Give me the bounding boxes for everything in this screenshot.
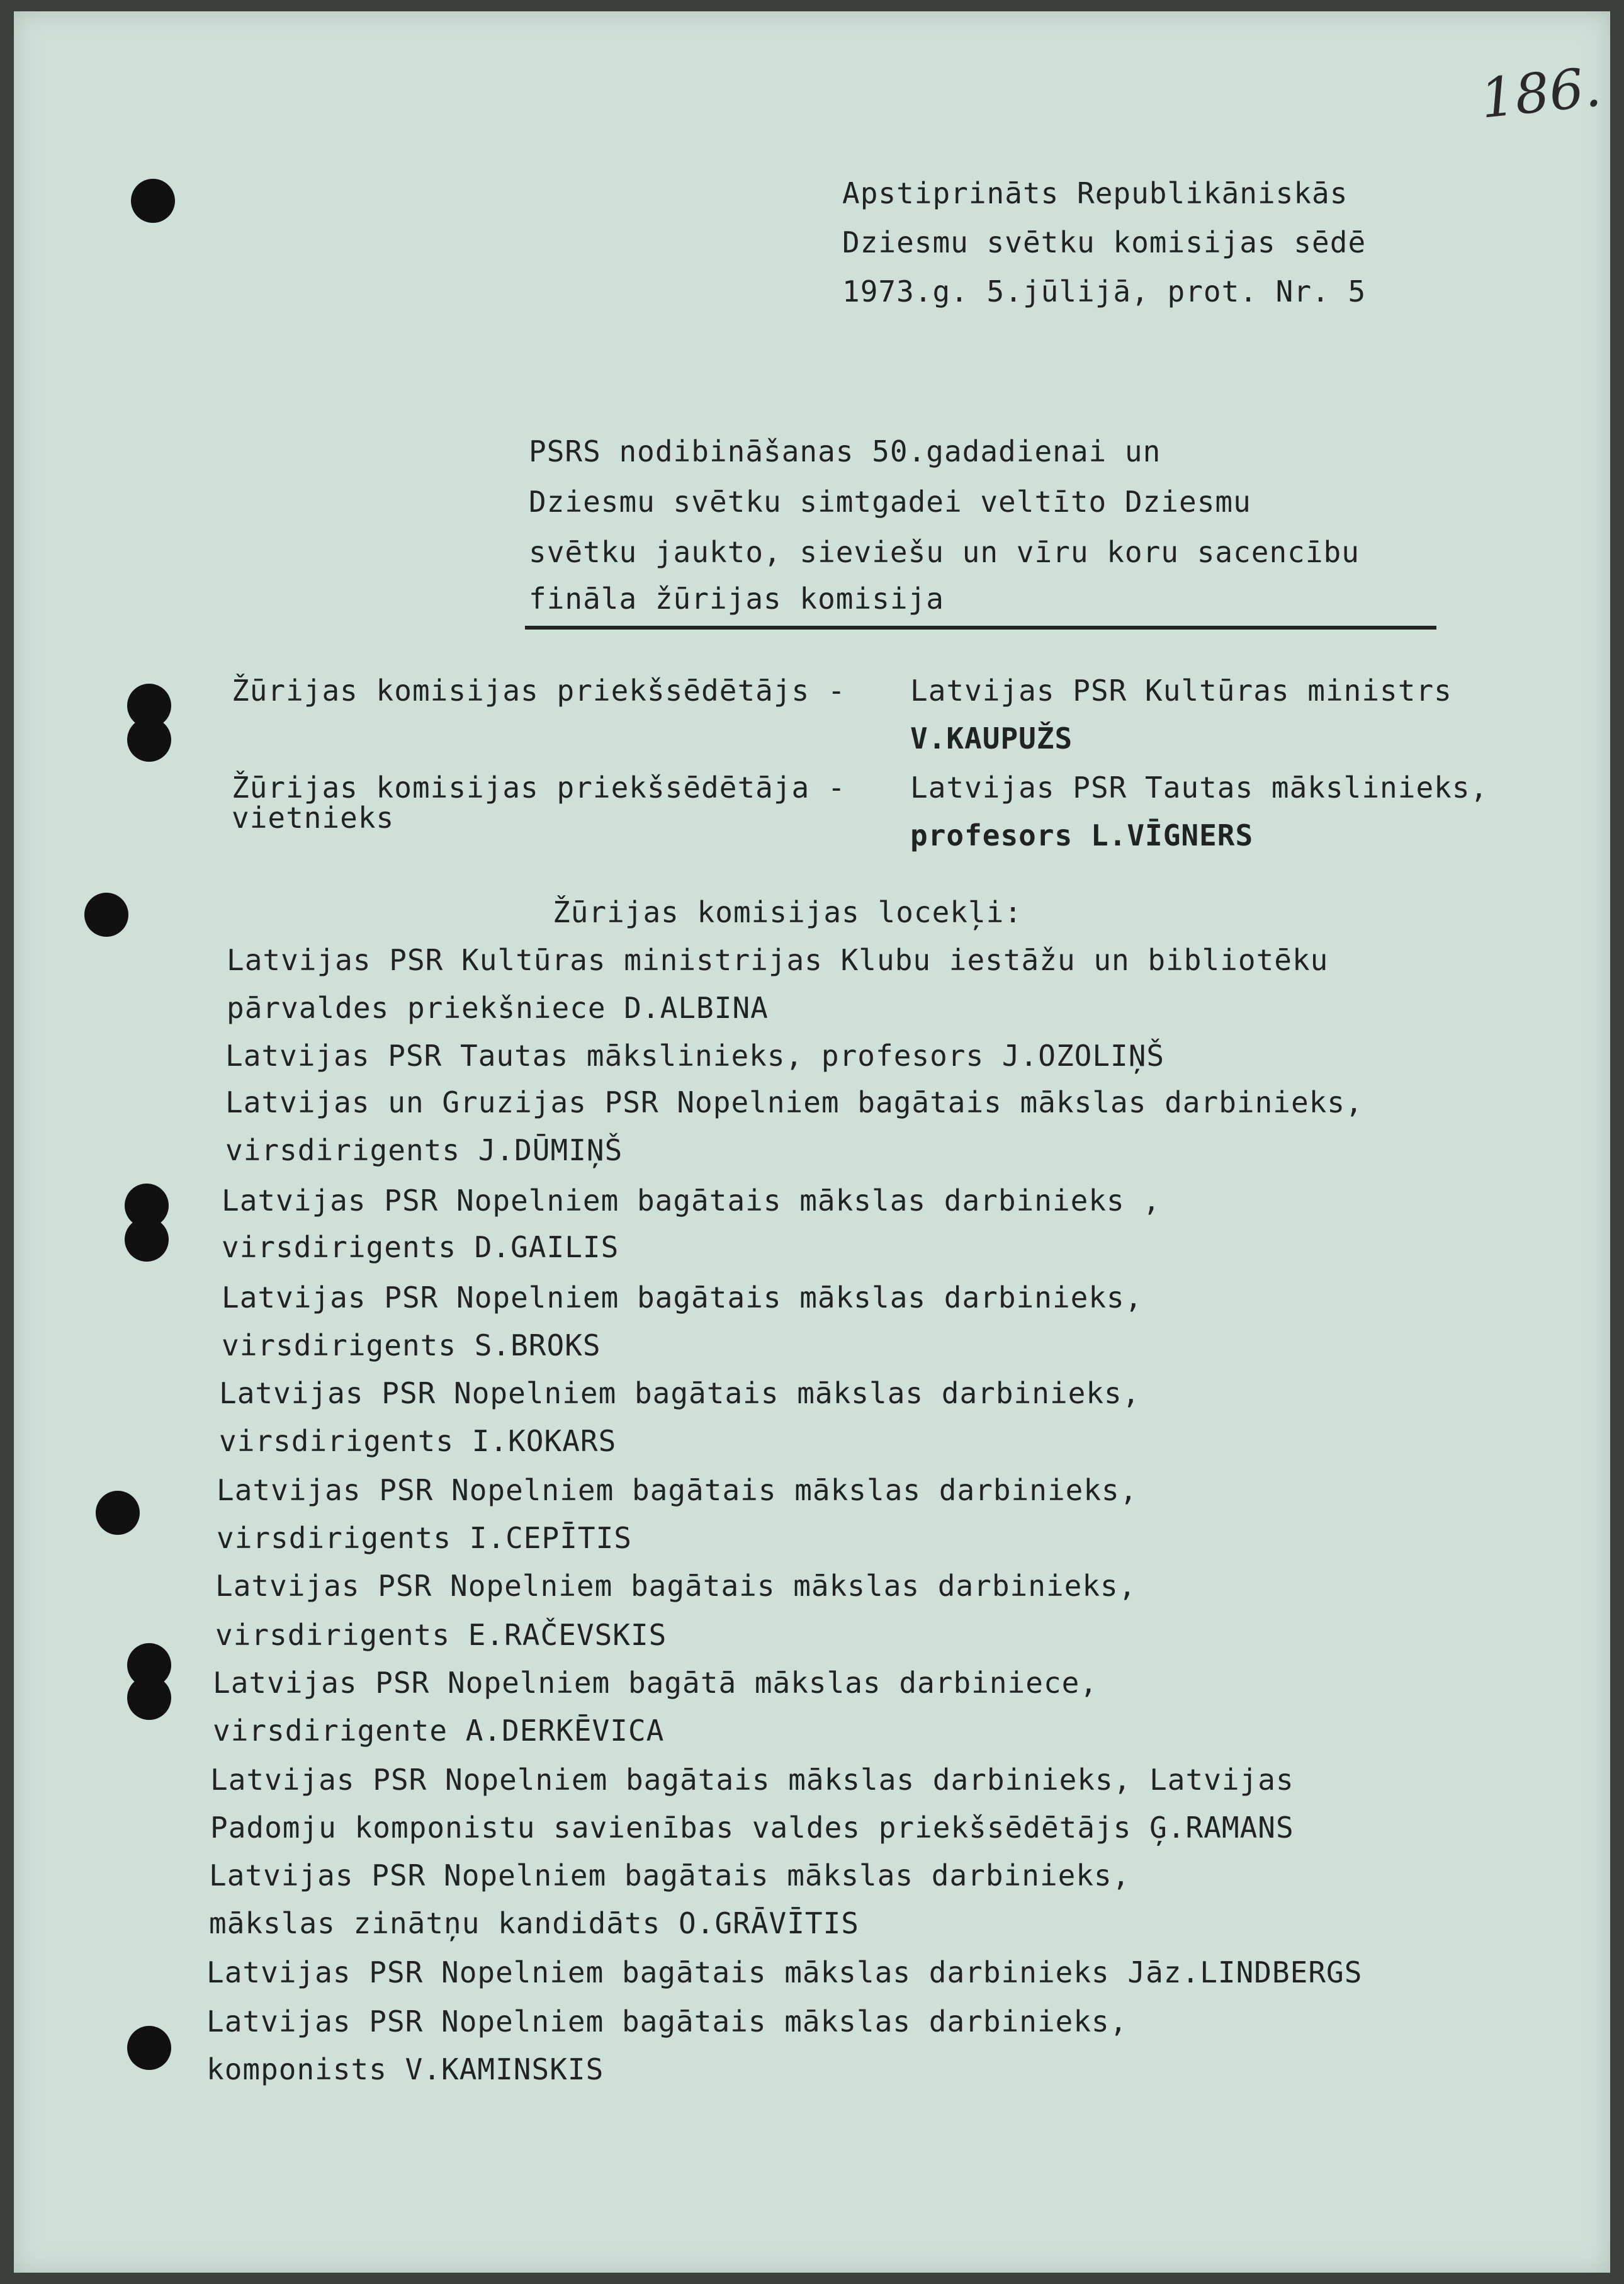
punch-hole bbox=[127, 2026, 171, 2070]
member-line: Latvijas PSR Nopelniem bagātais mākslas darbinieks Jāz.LINDBERGS bbox=[206, 1955, 1363, 1989]
punch-hole bbox=[125, 1218, 169, 1262]
approval-line: Apstiprināts Republikāniskās bbox=[842, 176, 1348, 210]
member-line: Latvijas PSR Nopelniem bagātais mākslas darbinieks , bbox=[222, 1184, 1161, 1218]
member-line: mākslas zinātņu kandidāts O.GRĀVĪTIS bbox=[209, 1906, 859, 1940]
member-line: Latvijas PSR Nopelniem bagātais mākslas darbinieks, bbox=[215, 1569, 1137, 1603]
vice-name: profesors L.VĪGNERS bbox=[910, 818, 1254, 852]
folio-number: 186. bbox=[1477, 55, 1604, 131]
approval-line: 1973.g. 5.jūlijā, prot. Nr. 5 bbox=[842, 274, 1367, 308]
member-line: Latvijas PSR Nopelniem bagātais mākslas darbinieks, Latvijas bbox=[210, 1763, 1294, 1797]
punch-hole bbox=[84, 893, 128, 937]
approval-line: Dziesmu svētku komisijas sēdē bbox=[842, 225, 1367, 259]
member-line: komponists V.KAMINSKIS bbox=[206, 2052, 604, 2086]
title-line: Dziesmu svētku simtgadei veltīto Dziesmu bbox=[529, 485, 1251, 519]
member-line: virsdirigents S.BROKS bbox=[222, 1328, 601, 1362]
member-line: Padomju komponistu savienības valdes priekšsēdētājs Ģ.RAMANS bbox=[210, 1811, 1294, 1845]
punch-hole bbox=[131, 179, 175, 223]
member-line: Latvijas PSR Kultūras ministrijas Klubu iestāžu un bibliotēku bbox=[227, 943, 1329, 977]
title-line: fināla žūrijas komisija bbox=[529, 582, 944, 616]
document-page bbox=[14, 11, 1610, 2273]
member-line: virsdirigents D.GAILIS bbox=[222, 1230, 619, 1264]
title-line: PSRS nodibināšanas 50.gadadienai un bbox=[529, 434, 1161, 468]
member-line: Latvijas PSR Nopelniem bagātais mākslas darbinieks, bbox=[219, 1376, 1141, 1410]
title-line: svētku jaukto, sieviešu un vīru koru sacencību bbox=[529, 535, 1360, 569]
member-line: Latvijas PSR Nopelniem bagātais mākslas darbinieks, bbox=[222, 1281, 1143, 1314]
title-underline bbox=[525, 626, 1436, 630]
member-line: Latvijas un Gruzijas PSR Nopelniem bagātais mākslas darbinieks, bbox=[225, 1085, 1363, 1119]
vice-role: Žūrijas komisijas priekšsēdētāja - bbox=[232, 771, 846, 805]
vice-title: Latvijas PSR Tautas mākslinieks, bbox=[910, 771, 1489, 805]
chair-name: V.KAUPUŽS bbox=[910, 721, 1073, 755]
member-line: virsdirigents J.DŪMIŅŠ bbox=[225, 1133, 623, 1167]
member-line: pārvaldes priekšniece D.ALBINA bbox=[227, 991, 769, 1025]
member-line: Latvijas PSR Nopelniem bagātais mākslas darbinieks, bbox=[209, 1858, 1131, 1892]
punch-hole bbox=[96, 1491, 140, 1535]
member-line: virsdirigents I.KOKARS bbox=[219, 1424, 617, 1458]
punch-hole bbox=[127, 718, 171, 762]
chair-title: Latvijas PSR Kultūras ministrs bbox=[910, 674, 1452, 708]
punch-hole bbox=[127, 1676, 171, 1720]
member-line: Latvijas PSR Tautas mākslinieks, profesors J.OZOLIŅŠ bbox=[225, 1039, 1165, 1073]
member-line: virsdirigente A.DERKĒVICA bbox=[213, 1714, 665, 1748]
member-line: virsdirigents E.RAČEVSKIS bbox=[215, 1618, 667, 1652]
member-line: Latvijas PSR Nopelniem bagātais mākslas darbinieks, bbox=[217, 1473, 1138, 1507]
chair-role: Žūrijas komisijas priekšsēdētājs - bbox=[232, 674, 846, 708]
vice-role-cont: vietnieks bbox=[232, 801, 395, 835]
member-line: Latvijas PSR Nopelniem bagātais mākslas darbinieks, bbox=[206, 2004, 1128, 2038]
member-line: Latvijas PSR Nopelniem bagātā mākslas darbiniece, bbox=[213, 1666, 1098, 1700]
members-heading: Žūrijas komisijas locekļi: bbox=[553, 895, 1023, 929]
member-line: virsdirigents I.CEPĪTIS bbox=[217, 1521, 632, 1555]
